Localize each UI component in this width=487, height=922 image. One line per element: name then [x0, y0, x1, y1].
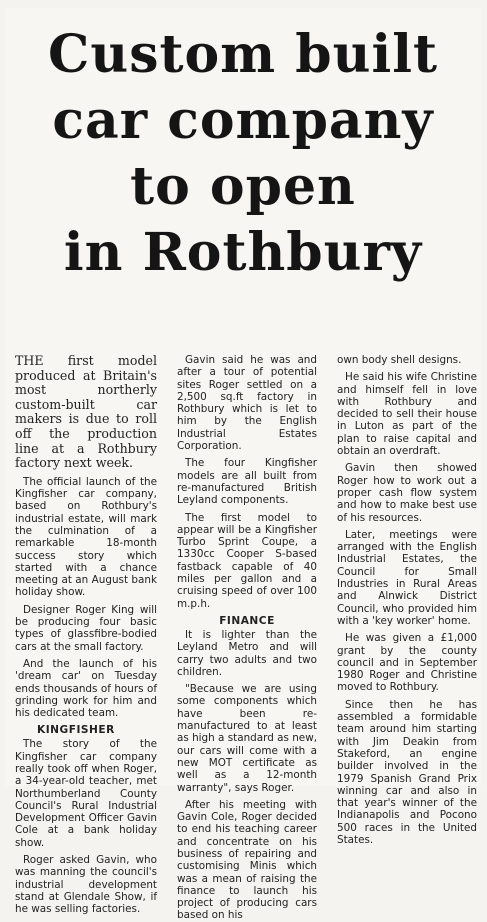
paragraph: The first model to appear will be a Kingfisher Turbo Sprint Coupe, a 1330cc Cooper S-based fastback capable of 40 miles per gallon and a cruising speed of over 100 m.p.h.	[177, 511, 317, 610]
paragraph: own body shell designs.	[337, 354, 462, 366]
headline	[5, 22, 481, 286]
headline-line-3: to open	[130, 156, 356, 217]
paragraph: It is lighter than the Leyland Metro and will carry two adults and two children.	[177, 628, 317, 678]
headline-line-2: car company	[52, 90, 434, 151]
paragraph: He was given a £1,000 grant by the county council and in September 1980 Roger and Christine moved to Rothbury.	[337, 632, 477, 694]
paragraph: He said his wife Christine and himself fell in love with Rothbury and decided to sell their house in Luton as part of the plan to raise capital and obtain an overdraft.	[337, 371, 477, 458]
headline-line-4: in Rothbury	[63, 222, 423, 283]
newspaper-clipping	[5, 8, 481, 922]
column-1	[15, 353, 157, 916]
lead-paragraph: THE first model produced at Britain's most northerly custom-built car makers is due to roll off the production line at a Rothbury factory next week.	[15, 353, 157, 471]
column-2	[177, 354, 317, 922]
paragraph: The story of the Kingfisher car company really took off when Roger, a 34-year-old teacher, met Northumberland County Council's Rural Industrial Development Officer Gavin Cole at a bank holiday show.	[15, 738, 157, 849]
paragraph: Designer Roger King will be producing four basic types of glassfibre-bodied cars at the small factory.	[15, 603, 157, 653]
paragraph: Since then he has assembled a formidable team around him starting with Jim Deakin from Stakeford, an engine builder involved in the 1979 Spanish Grand Prix winning car and also in that year's winner of the Indianapolis and Pocono 500 races in the United States.	[337, 698, 477, 846]
paragraph: Roger asked Gavin, who was manning the council's industrial development stand at Glendale Show, if he was selling factories.	[15, 854, 157, 916]
paragraph: Later, meetings were arranged with the English Industrial Estates, the Council for Small Industries in Rural Areas and Alnwick District Council, who provided him with a 'key worker' home.	[337, 528, 477, 627]
paragraph: Gavin then showed Roger how to work out a proper cash flow system and how to make best use of his resources.	[337, 462, 477, 524]
paragraph: After his meeting with Gavin Cole, Roger decided to end his teaching career and concentrate on his business of repairing and customising Minis which was a mean of raising the finance to launch his project of producing cars based on his	[177, 798, 317, 922]
paragraph: Gavin said he was and after a tour of potential sites Roger settled on a 2,500 sq.ft factory in Rothbury which is let to him by the English Industrial Estates Corporation.	[177, 354, 317, 453]
subheading-kingfisher: KINGFISHER	[37, 724, 115, 737]
paragraph: The official launch of the Kingfisher car company, based on Rothbury's industrial estate, will mark the culmination of a remarkable 18-month success story which started with a chance meeting at an August bank holiday show.	[15, 475, 157, 599]
paragraph: "Because we are using some components which have been re-manufactured to at least as high a standard as new, our cars will come with a new MOT certificate as well as a 12-month warranty", says Roger.	[177, 683, 317, 794]
column-3	[337, 354, 477, 846]
subheading-finance: FINANCE	[219, 614, 275, 627]
article-body	[15, 353, 477, 922]
paragraph: The four Kingfisher models are all built from re-manufactured British Leyland components.	[177, 457, 317, 507]
headline-line-1: Custom built	[48, 24, 438, 85]
paragraph: And the launch of his 'dream car' on Tuesday ends thousands of hours of grinding work for him and his dedicated team.	[15, 657, 157, 720]
